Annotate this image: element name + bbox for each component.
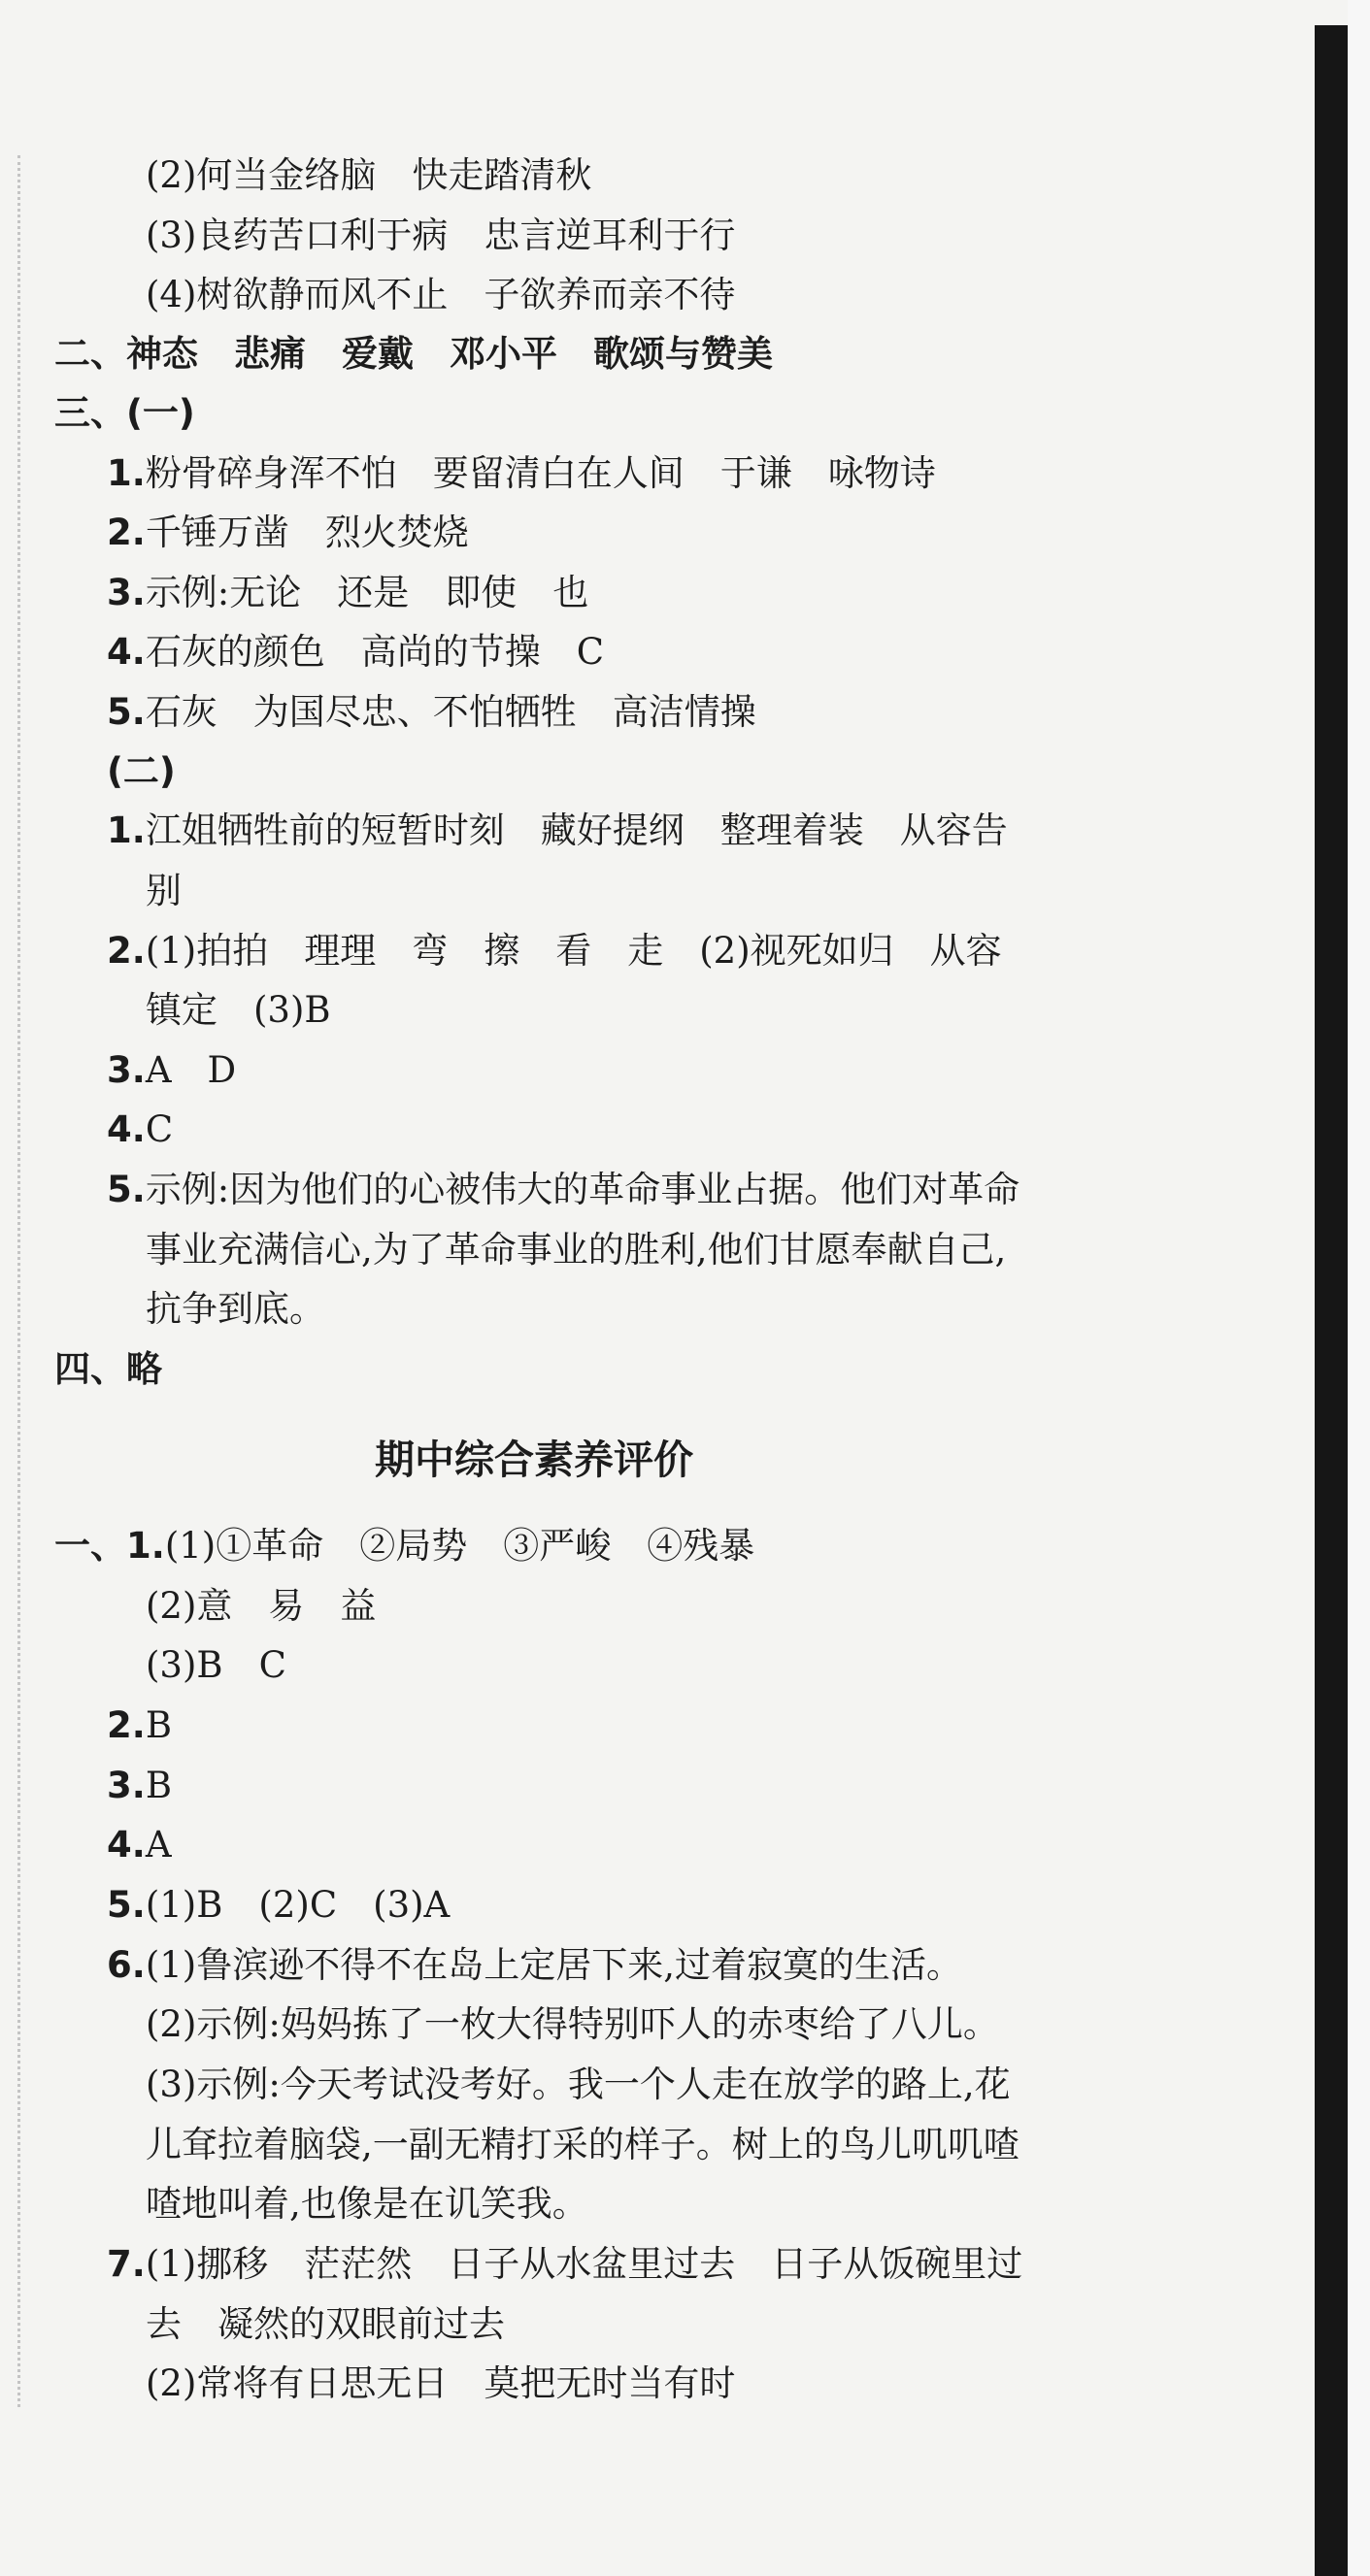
answer-line: 4.A [107, 1824, 172, 1866]
answer-line: 1.江姐牺牲前的短暂时刻 藏好提纲 整理着装 从容告 [107, 809, 1008, 851]
binding-dotted-rule [17, 155, 20, 2407]
answer-line: (3)B C [146, 1644, 286, 1686]
section-heading: 二、神态 悲痛 爱戴 邓小平 歌颂与赞美 [54, 333, 773, 375]
answer-line: 别 [146, 870, 182, 911]
answer-line: (2)常将有日思无日 莫把无时当有时 [146, 2362, 736, 2404]
answer-line: (2)示例:妈妈拣了一枚大得特别吓人的赤枣给了八儿。 [146, 2003, 999, 2045]
answer-line: 2.千锤万凿 烈火焚烧 [107, 512, 469, 553]
answer-line: 6.(1)鲁滨逊不得不在岛上定居下来,过着寂寞的生活。 [107, 1944, 962, 1986]
answer-line: 7.(1)挪移 茫茫然 日子从水盆里过去 日子从饭碗里过 [107, 2243, 1023, 2285]
answer-line: 3.B [107, 1765, 173, 1806]
answer-line: 4.石灰的颜色 高尚的节操 C [107, 631, 605, 673]
answer-line: 事业充满信心,为了革命事业的胜利,他们甘愿奉献自己, [146, 1229, 1007, 1271]
section-heading: 四、略 [54, 1348, 162, 1390]
answer-line: (4)树欲静而风不止 子欲养而亲不待 [146, 274, 736, 315]
answer-line: 儿耷拉着脑袋,一副无精打采的样子。树上的鸟儿叽叽喳 [146, 2124, 1019, 2165]
scan-edge-shadow [1315, 25, 1348, 2576]
answer-line: 一、1.(1)①革命 ②局势 ③严峻 ④残暴 [54, 1525, 755, 1567]
answer-line: 4.C [107, 1108, 174, 1150]
answer-line: (2)何当金络脑 快走踏清秋 [146, 154, 592, 196]
page-title: 期中综合素养评价 [375, 1437, 693, 1483]
section-heading: 三、(一) [54, 392, 195, 434]
answer-line: 5.示例:因为他们的心被伟大的革命事业占据。他们对革命 [107, 1169, 1020, 1210]
answer-line: (3)示例:今天考试没考好。我一个人走在放学的路上,花 [146, 2064, 1011, 2105]
answer-line: (3)良药苦口利于病 忠言逆耳利于行 [146, 215, 736, 256]
answer-line: 5.(1)B (2)C (3)A [107, 1884, 451, 1926]
scan-margin [1348, 0, 1370, 2576]
answer-line: 2.(1)拍拍 理理 弯 擦 看 走 (2)视死如归 从容 [107, 930, 1002, 972]
answer-line: 镇定 (3)B [146, 989, 331, 1031]
answer-line: (2)意 易 益 [146, 1585, 377, 1627]
answer-line: 2.B [107, 1704, 173, 1746]
section-heading: (二) [107, 750, 176, 792]
answer-line: 抗争到底。 [146, 1288, 325, 1330]
answer-line: 5.石灰 为国尽忠、不怕牺牲 高洁情操 [107, 691, 756, 733]
answer-line: 3.A D [107, 1049, 237, 1091]
answer-line: 1.粉骨碎身浑不怕 要留清白在人间 于谦 咏物诗 [107, 452, 936, 494]
answer-line: 3.示例:无论 还是 即使 也 [107, 572, 589, 613]
answer-line: 喳地叫着,也像是在讥笑我。 [146, 2183, 588, 2225]
answer-line: 去 凝然的双眼前过去 [146, 2303, 505, 2345]
